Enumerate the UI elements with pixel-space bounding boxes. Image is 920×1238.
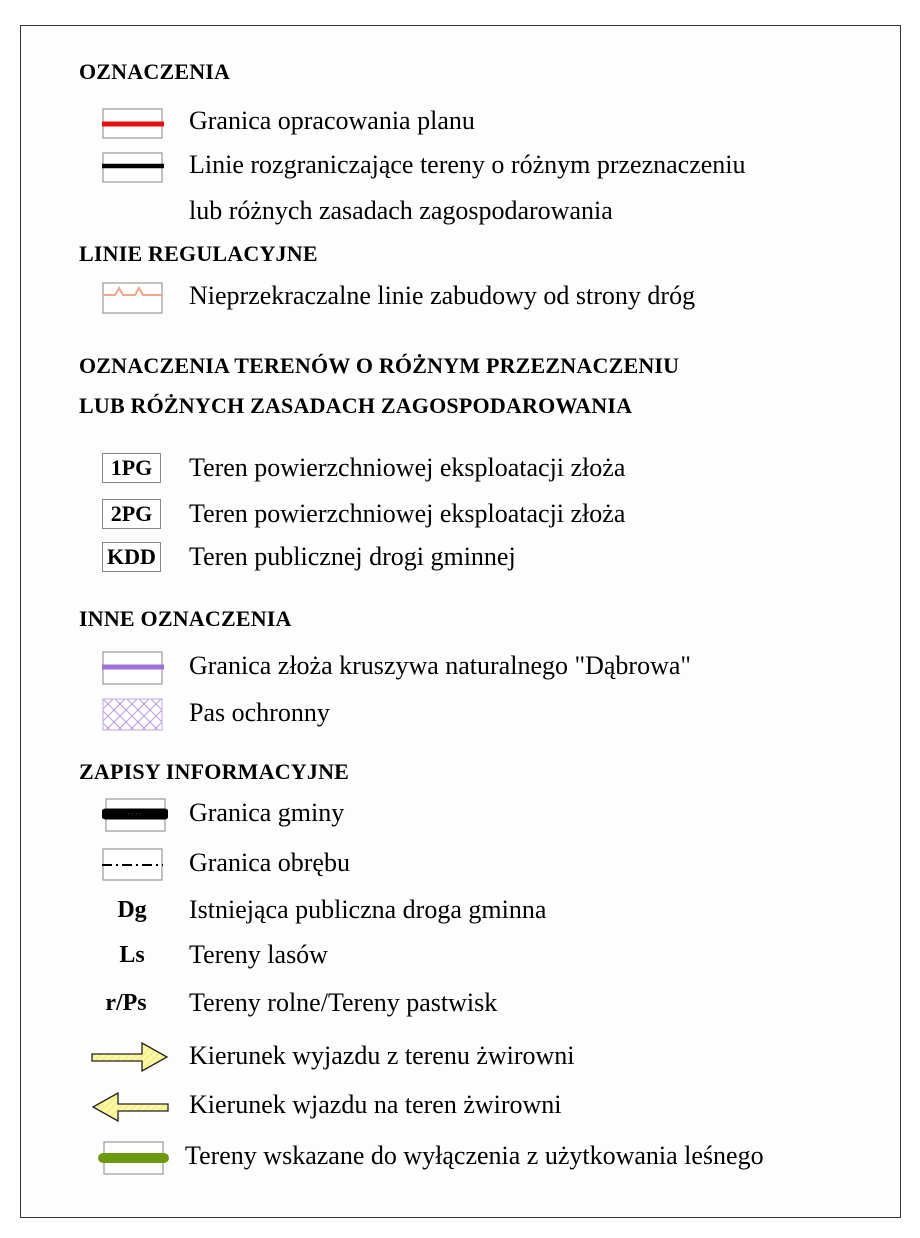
legend-label: Teren powierzchniowej eksploatacji złoża (189, 453, 626, 482)
dash-dot-line-icon (102, 848, 162, 880)
legend-label: Tereny lasów (189, 940, 328, 969)
section-heading-oznaczenia: OZNACZENIA (79, 59, 231, 84)
legend-label: Istniejąca publiczna droga gminna (189, 895, 547, 924)
legend-label: Granica gminy (189, 798, 345, 827)
building-line-triangles-icon (102, 280, 162, 312)
legend-label: Pas ochronny (189, 698, 330, 727)
legend-label: Tereny wskazane do wyłączenia z użytkowania leśnego (185, 1141, 764, 1170)
legend-label: Kierunek wjazdu na teren żwirowni (189, 1090, 562, 1119)
code-dg: Dg (117, 897, 147, 923)
legend-label: Granica złoża kruszywa naturalnego "Dąbrowa" (189, 651, 691, 680)
legend-label: Linie rozgraniczające tereny o różnym przeznaczeniu (189, 150, 746, 179)
section-heading-oznaczenia-terenow: OZNACZENIA TERENÓW O RÓŻNYM PRZEZNACZENIU (79, 353, 680, 378)
section-heading-oznaczenia-terenow-line2: LUB RÓŻNYCH ZASADACH ZAGOSPODAROWANIA (79, 393, 633, 418)
code-rps: r/Ps (105, 990, 147, 1016)
arrow-left-icon (90, 1090, 170, 1122)
code-ls: Ls (119, 942, 145, 968)
legend-label: Granica opracowania planu (189, 106, 475, 135)
legend-label-line2: lub różnych zasadach zagospodarowania (189, 196, 613, 225)
code-badge-kdd: KDD (102, 542, 161, 572)
legend-label: Tereny rolne/Tereny pastwisk (189, 988, 498, 1017)
legend-label: Granica obrębu (189, 848, 350, 877)
legend-label: Kierunek wyjazdu z terenu żwirowni (189, 1041, 575, 1070)
red-line-icon (102, 108, 162, 140)
heavy-boundary-line-icon (102, 798, 162, 830)
arrow-right-icon (90, 1040, 170, 1072)
section-heading-linie-regulacyjne: LINIE REGULACYJNE (79, 241, 318, 266)
purple-line-icon (102, 651, 162, 683)
green-line-icon (98, 1141, 172, 1173)
code-badge-1pg: 1PG (102, 453, 161, 483)
crosshatch-icon (102, 698, 162, 730)
legend-label: Teren powierzchniowej eksploatacji złoża (189, 499, 626, 528)
section-heading-inne-oznaczenia: INNE OZNACZENIA (79, 606, 292, 631)
legend-label: Teren publicznej drogi gminnej (189, 542, 516, 571)
black-line-icon (102, 152, 162, 184)
section-heading-zapisy-informacyjne: ZAPISY INFORMACYJNE (79, 759, 350, 784)
legend-label: Nieprzekraczalne linie zabudowy od strony dróg (189, 281, 696, 310)
code-badge-2pg: 2PG (102, 499, 161, 529)
